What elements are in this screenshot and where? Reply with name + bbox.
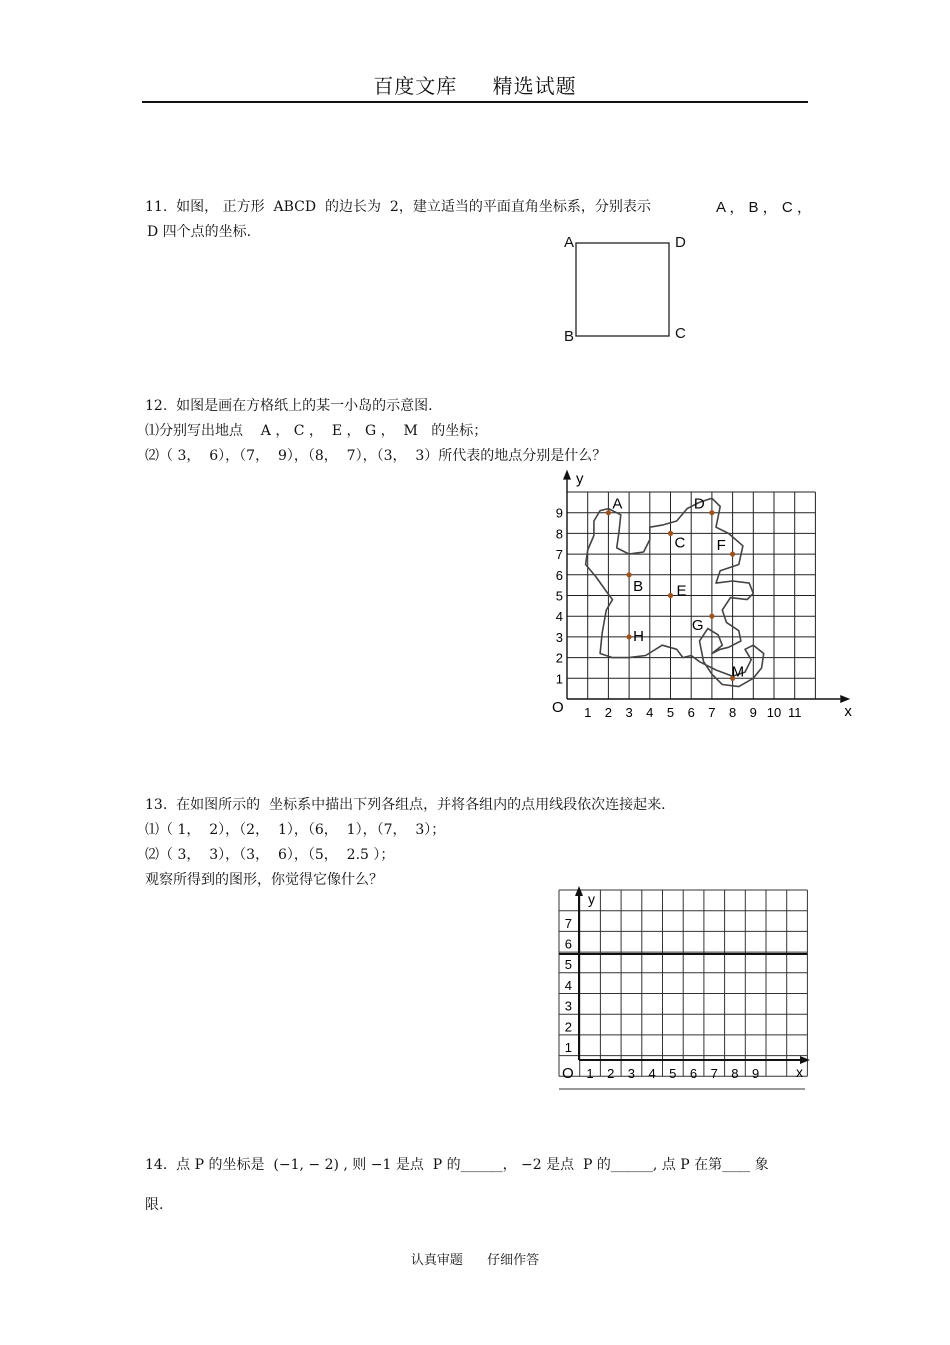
map-point-label-m: M	[731, 663, 745, 681]
y-tick-label: 7	[564, 915, 572, 931]
y-axis-label: y	[576, 470, 584, 488]
q11-line2: D 四个点的坐标.	[147, 224, 252, 240]
q13-line4: 观察所得到的图形，你觉得它像什么？	[145, 872, 383, 888]
x-axis-arrow	[840, 695, 850, 703]
y-tick-label: 4	[555, 609, 563, 625]
q13-line2: ⑴（ 1， 2），（2， 1），（6， 1），（7， 3）；	[145, 822, 446, 838]
x-tick-label: 10	[766, 705, 782, 720]
x-axis-label: x	[844, 703, 852, 720]
square-abcd	[576, 243, 669, 336]
island-outline	[586, 495, 764, 686]
x-tick-label: 6	[687, 705, 695, 720]
x-tick-label: 7	[710, 1066, 718, 1081]
x-axis-arrow	[800, 1056, 810, 1064]
page-header	[0, 70, 950, 99]
y-tick-label: 5	[555, 588, 563, 604]
y-tick-label: 2	[564, 1019, 572, 1035]
x-tick-label: 9	[749, 705, 757, 720]
q13-coordinate-grid	[550, 882, 815, 1092]
map-point-d	[709, 510, 714, 515]
y-axis-arrow	[563, 470, 571, 480]
footer-left-text: 认真审题	[410, 1253, 463, 1268]
x-tick-label: 4	[646, 705, 654, 720]
q11-square-figure	[560, 230, 700, 350]
map-point-f	[730, 552, 735, 557]
map-point-label-e: E	[676, 582, 687, 600]
map-point-label-d: D	[693, 495, 705, 513]
q12-island-map	[540, 464, 850, 729]
map-point-label-c: C	[674, 534, 686, 552]
x-tick-label: 3	[627, 1066, 636, 1081]
y-tick-label: 5	[564, 957, 572, 973]
label-a: A	[564, 234, 575, 251]
map-point-e	[668, 593, 673, 598]
origin-label: O	[562, 1065, 574, 1082]
x-tick-label: 2	[607, 1066, 615, 1081]
y-tick-label: 6	[555, 567, 563, 583]
y-tick-label: 6	[564, 936, 572, 952]
y-tick-label: 9	[555, 505, 563, 521]
header-right-text: 精选试题	[492, 74, 577, 98]
x-tick-label: 7	[708, 705, 716, 720]
x-tick-label: 6	[689, 1066, 698, 1081]
map-point-a	[606, 510, 611, 515]
q14-line1: 14. 点 P 的坐标是 (−1, − 2) , 则 −1 是点 P 的______， −2 是点 P 的______, 点 P 在第____ 象	[145, 1157, 769, 1173]
label-c: C	[675, 325, 686, 342]
q12-line3: ⑵（ 3， 6），（7， 9），（8， 7），（3， 3）所代表的地点分别是什么？	[145, 448, 607, 464]
y-tick-label: 2	[555, 650, 563, 666]
label-b: B	[564, 328, 575, 345]
q12-line1: 12. 如图是画在方格纸上的某一小岛的示意图.	[145, 398, 433, 414]
y-tick-label: 3	[555, 629, 563, 645]
y-axis-label: y	[588, 891, 595, 907]
q11-line1: 11. 如图， 正方形 ABCD 的边长为 2，建立适当的平面直角坐标系，分别表示	[145, 199, 651, 215]
x-tick-label: 9	[751, 1066, 760, 1081]
x-tick-label: 1	[586, 1066, 594, 1081]
header-left-text: 百度文库	[373, 74, 458, 98]
x-tick-label: 5	[666, 705, 675, 720]
x-tick-label: 4	[648, 1066, 656, 1081]
page-footer	[0, 1249, 950, 1268]
map-point-label-b: B	[633, 577, 644, 595]
q14-line2: 限.	[145, 1197, 164, 1213]
x-tick-label: 1	[584, 705, 592, 720]
x-tick-label: 5	[669, 1066, 677, 1081]
q12-line2: ⑴分别写出地点 A ， C ， E ， G ， M 的坐标；	[145, 423, 488, 439]
map-point-b	[627, 572, 632, 577]
map-point-h	[627, 634, 632, 639]
map-point-label-a: A	[612, 495, 623, 513]
q13-line3: ⑵（ 3， 3），（3， 6），（5， 2.5 ）；	[145, 847, 395, 863]
x-axis-label: x	[796, 1064, 803, 1080]
footer-right-text: 仔细作答	[487, 1253, 540, 1268]
map-point-c	[668, 531, 673, 536]
map-point-label-h: H	[633, 627, 644, 645]
header-divider	[142, 101, 808, 103]
map-point-g	[709, 614, 714, 619]
x-tick-label: 8	[728, 705, 737, 720]
y-tick-label: 1	[555, 671, 563, 687]
x-tick-label: 3	[625, 705, 633, 720]
map-point-label-f: F	[716, 537, 726, 555]
y-axis-arrow	[575, 886, 583, 896]
map-point-label-g: G	[691, 617, 704, 635]
x-tick-label: 8	[731, 1066, 739, 1081]
q13-line1: 13. 在如图所示的 坐标系中描出下列各组点，并将各组内的点用线段依次连接起来.	[145, 797, 666, 813]
y-tick-label: 1	[564, 1040, 572, 1055]
x-tick-label: 11	[787, 705, 802, 720]
label-d: D	[675, 234, 686, 251]
y-tick-label: 3	[564, 998, 572, 1014]
x-tick-label: 2	[604, 705, 613, 720]
y-tick-label: 7	[555, 547, 563, 563]
origin-label: O	[552, 699, 564, 716]
y-tick-label: 8	[555, 526, 563, 542]
q11-line1-tail: A ， B ， C ，	[716, 199, 812, 216]
y-tick-label: 4	[564, 977, 572, 993]
